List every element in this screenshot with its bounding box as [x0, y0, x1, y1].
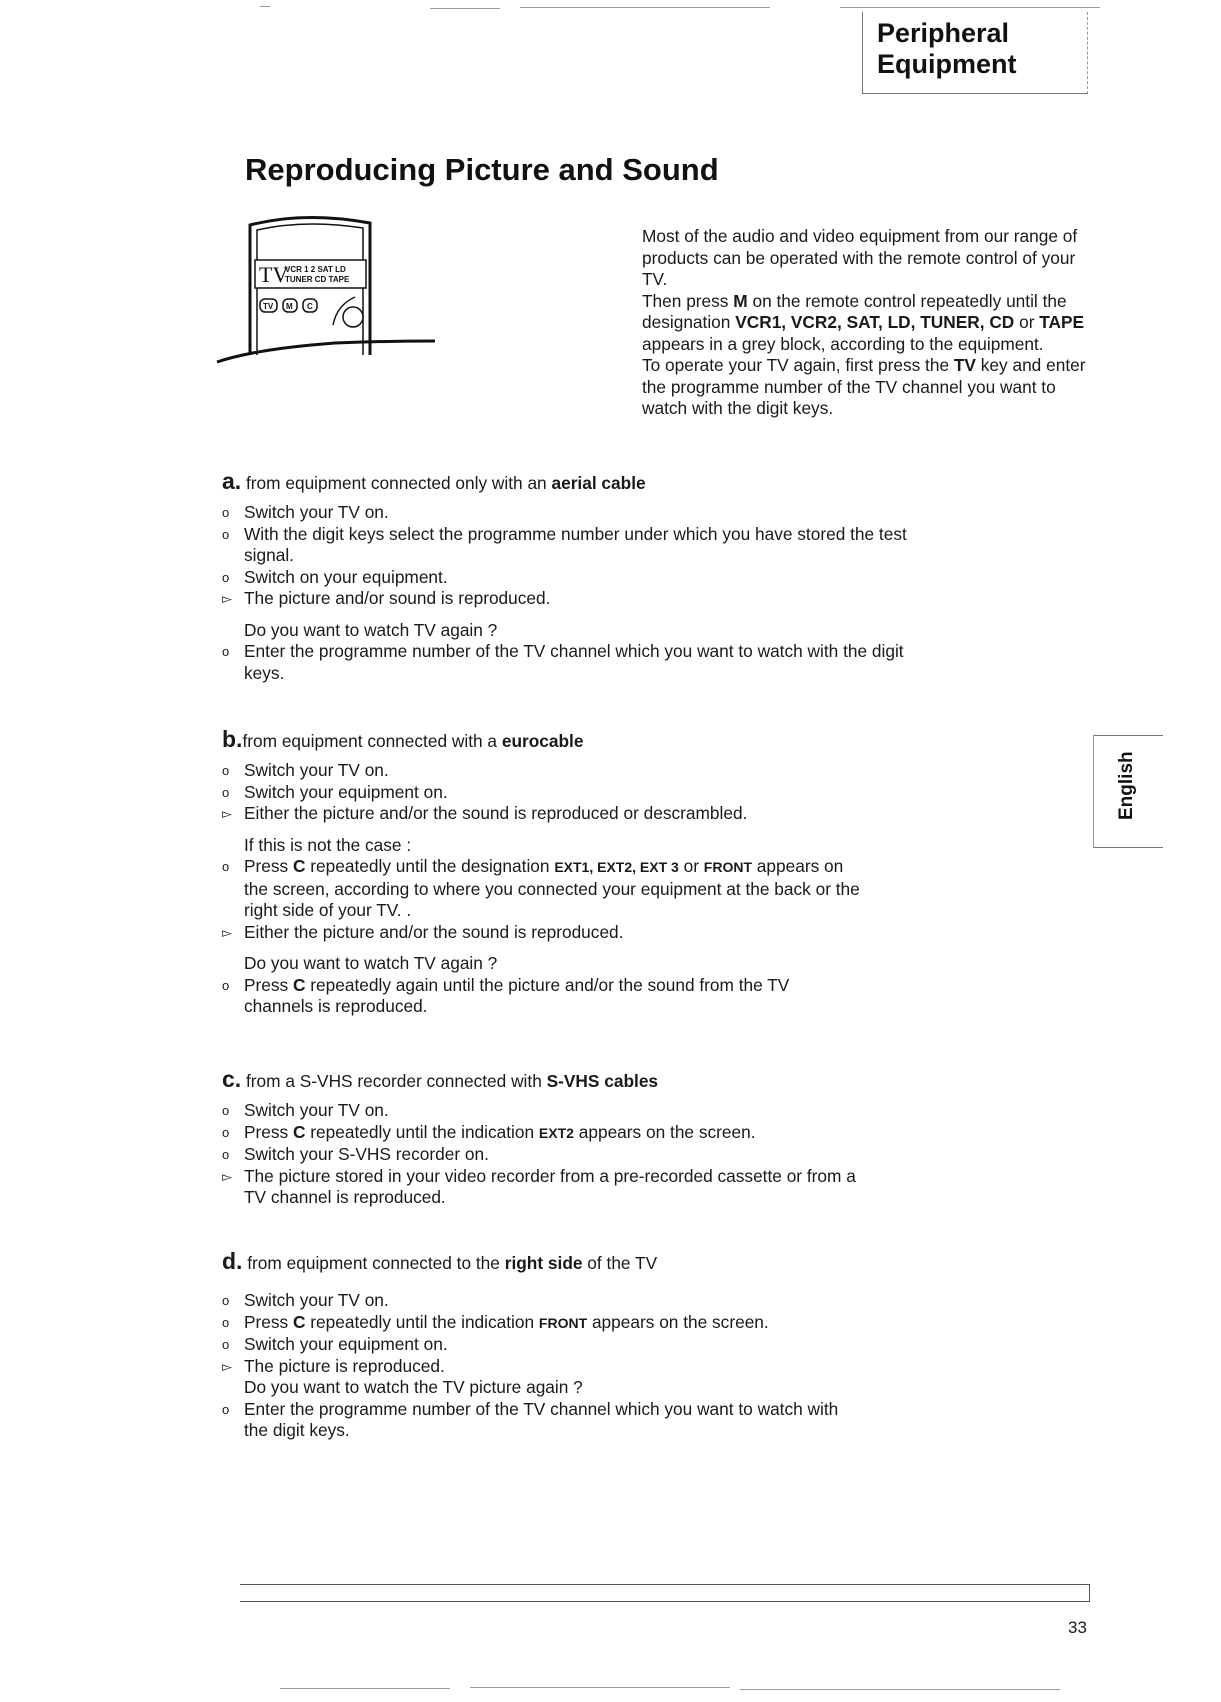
- page-number: 33: [1068, 1618, 1087, 1637]
- section-d: [222, 1250, 862, 1442]
- section-b-heading: b.from equipment connected with a eurocable: [222, 726, 584, 752]
- result-item: ▻ Either the picture and/or the sound is reproduced or descrambled.: [222, 803, 748, 823]
- list-item: o Switch your S-VHS recorder on.: [222, 1144, 489, 1164]
- footer-rule: [240, 1584, 1090, 1602]
- section-d-heading: d. from equipment connected to the right side of the TV: [222, 1248, 658, 1274]
- intro-text: [642, 226, 1102, 420]
- list-item: o Switch your equipment on.: [222, 1334, 448, 1354]
- thumb-icon: [343, 307, 363, 327]
- section-b: [222, 728, 862, 1018]
- list-item: o Switch your TV on.: [222, 1100, 389, 1120]
- list-item: o Switch your TV on.: [222, 502, 389, 522]
- m-key-label: M: [286, 302, 293, 311]
- section-title-line1: Peripheral: [877, 18, 1010, 48]
- list-item: o Press C repeatedly until the indication EXT2 appears on the screen.: [222, 1121, 756, 1142]
- section-title-line2: Equipment: [877, 49, 1017, 79]
- list-item: o Switch your TV on.: [222, 1290, 389, 1310]
- result-item: ▻ Either the picture and/or the sound is reproduced.: [222, 921, 624, 942]
- question-text: Do you want to watch TV again ?: [244, 953, 498, 973]
- result-item: ▻ The picture and/or sound is reproduced.: [222, 588, 551, 608]
- list-item: o Press C repeatedly again until the picture and/or the sound from the TV channels is reproduced.: [222, 974, 790, 1016]
- list-item: o Press C repeatedly until the designation EXT1, EXT2, EXT 3 or FRONT appears on the screen, according to where you connected your equipment at the back or the right side of your TV. .: [222, 856, 860, 920]
- section-header-box: [862, 12, 1088, 94]
- result-item: ▻ The picture stored in your video recorder from a pre-recorded cassette or from a TV channel is reproduced.: [222, 1165, 856, 1207]
- section-c-heading: c. from a S-VHS recorder connected with S-VHS cables: [222, 1066, 659, 1092]
- mode-row1-label: VCR 1 2 SAT LD: [285, 265, 346, 274]
- language-tab: [1093, 735, 1163, 848]
- section-c: [222, 1068, 862, 1209]
- remote-control-illustration: [215, 215, 445, 375]
- question-text: Do you want to watch the TV picture again ?: [244, 1377, 583, 1397]
- mode-row2-label: TUNER CD TAPE: [285, 275, 350, 284]
- tv-mode-label: TV: [259, 262, 289, 287]
- section-a: [222, 470, 942, 684]
- note-text: If this is not the case :: [244, 834, 412, 855]
- list-item: o Switch your equipment on.: [222, 781, 448, 802]
- section-a-heading: a. from equipment connected only with an aerial cable: [222, 468, 646, 494]
- question-text: Do you want to watch TV again ?: [244, 619, 498, 640]
- intro-paragraph-3: To operate your TV again, first press the TV key and enter the programme number of the TV channel you want to watch with the digit keys.: [642, 355, 1086, 418]
- list-item: o Switch your TV on.: [222, 760, 389, 780]
- result-item: ▻ The picture is reproduced.: [222, 1355, 445, 1376]
- intro-paragraph-2: Then press M on the remote control repeatedly until the designation VCR1, VCR2, SAT, LD, TUNER, CD or TAPE appears in a grey block, according to the equipment.: [642, 290, 1085, 354]
- page-title: Reproducing Picture and Sound: [245, 152, 719, 187]
- list-item: o Press C repeatedly until the indication FRONT appears on the screen.: [222, 1311, 769, 1332]
- list-item: o Enter the programme number of the TV channel which you want to watch with the digit keys.: [222, 1398, 839, 1440]
- tv-key-label: TV: [263, 302, 274, 311]
- c-key-label: C: [307, 302, 313, 311]
- list-item: o With the digit keys select the programme number under which you have stored the test signal.: [222, 523, 907, 565]
- list-item: o Switch on your equipment.: [222, 566, 448, 587]
- list-item: o Enter the programme number of the TV channel which you want to watch with the digit keys.: [222, 641, 904, 683]
- intro-paragraph-1: Most of the audio and video equipment from our range of products can be operated with the remote control of your TV.: [642, 226, 1078, 289]
- language-tab-label: English: [1116, 751, 1137, 820]
